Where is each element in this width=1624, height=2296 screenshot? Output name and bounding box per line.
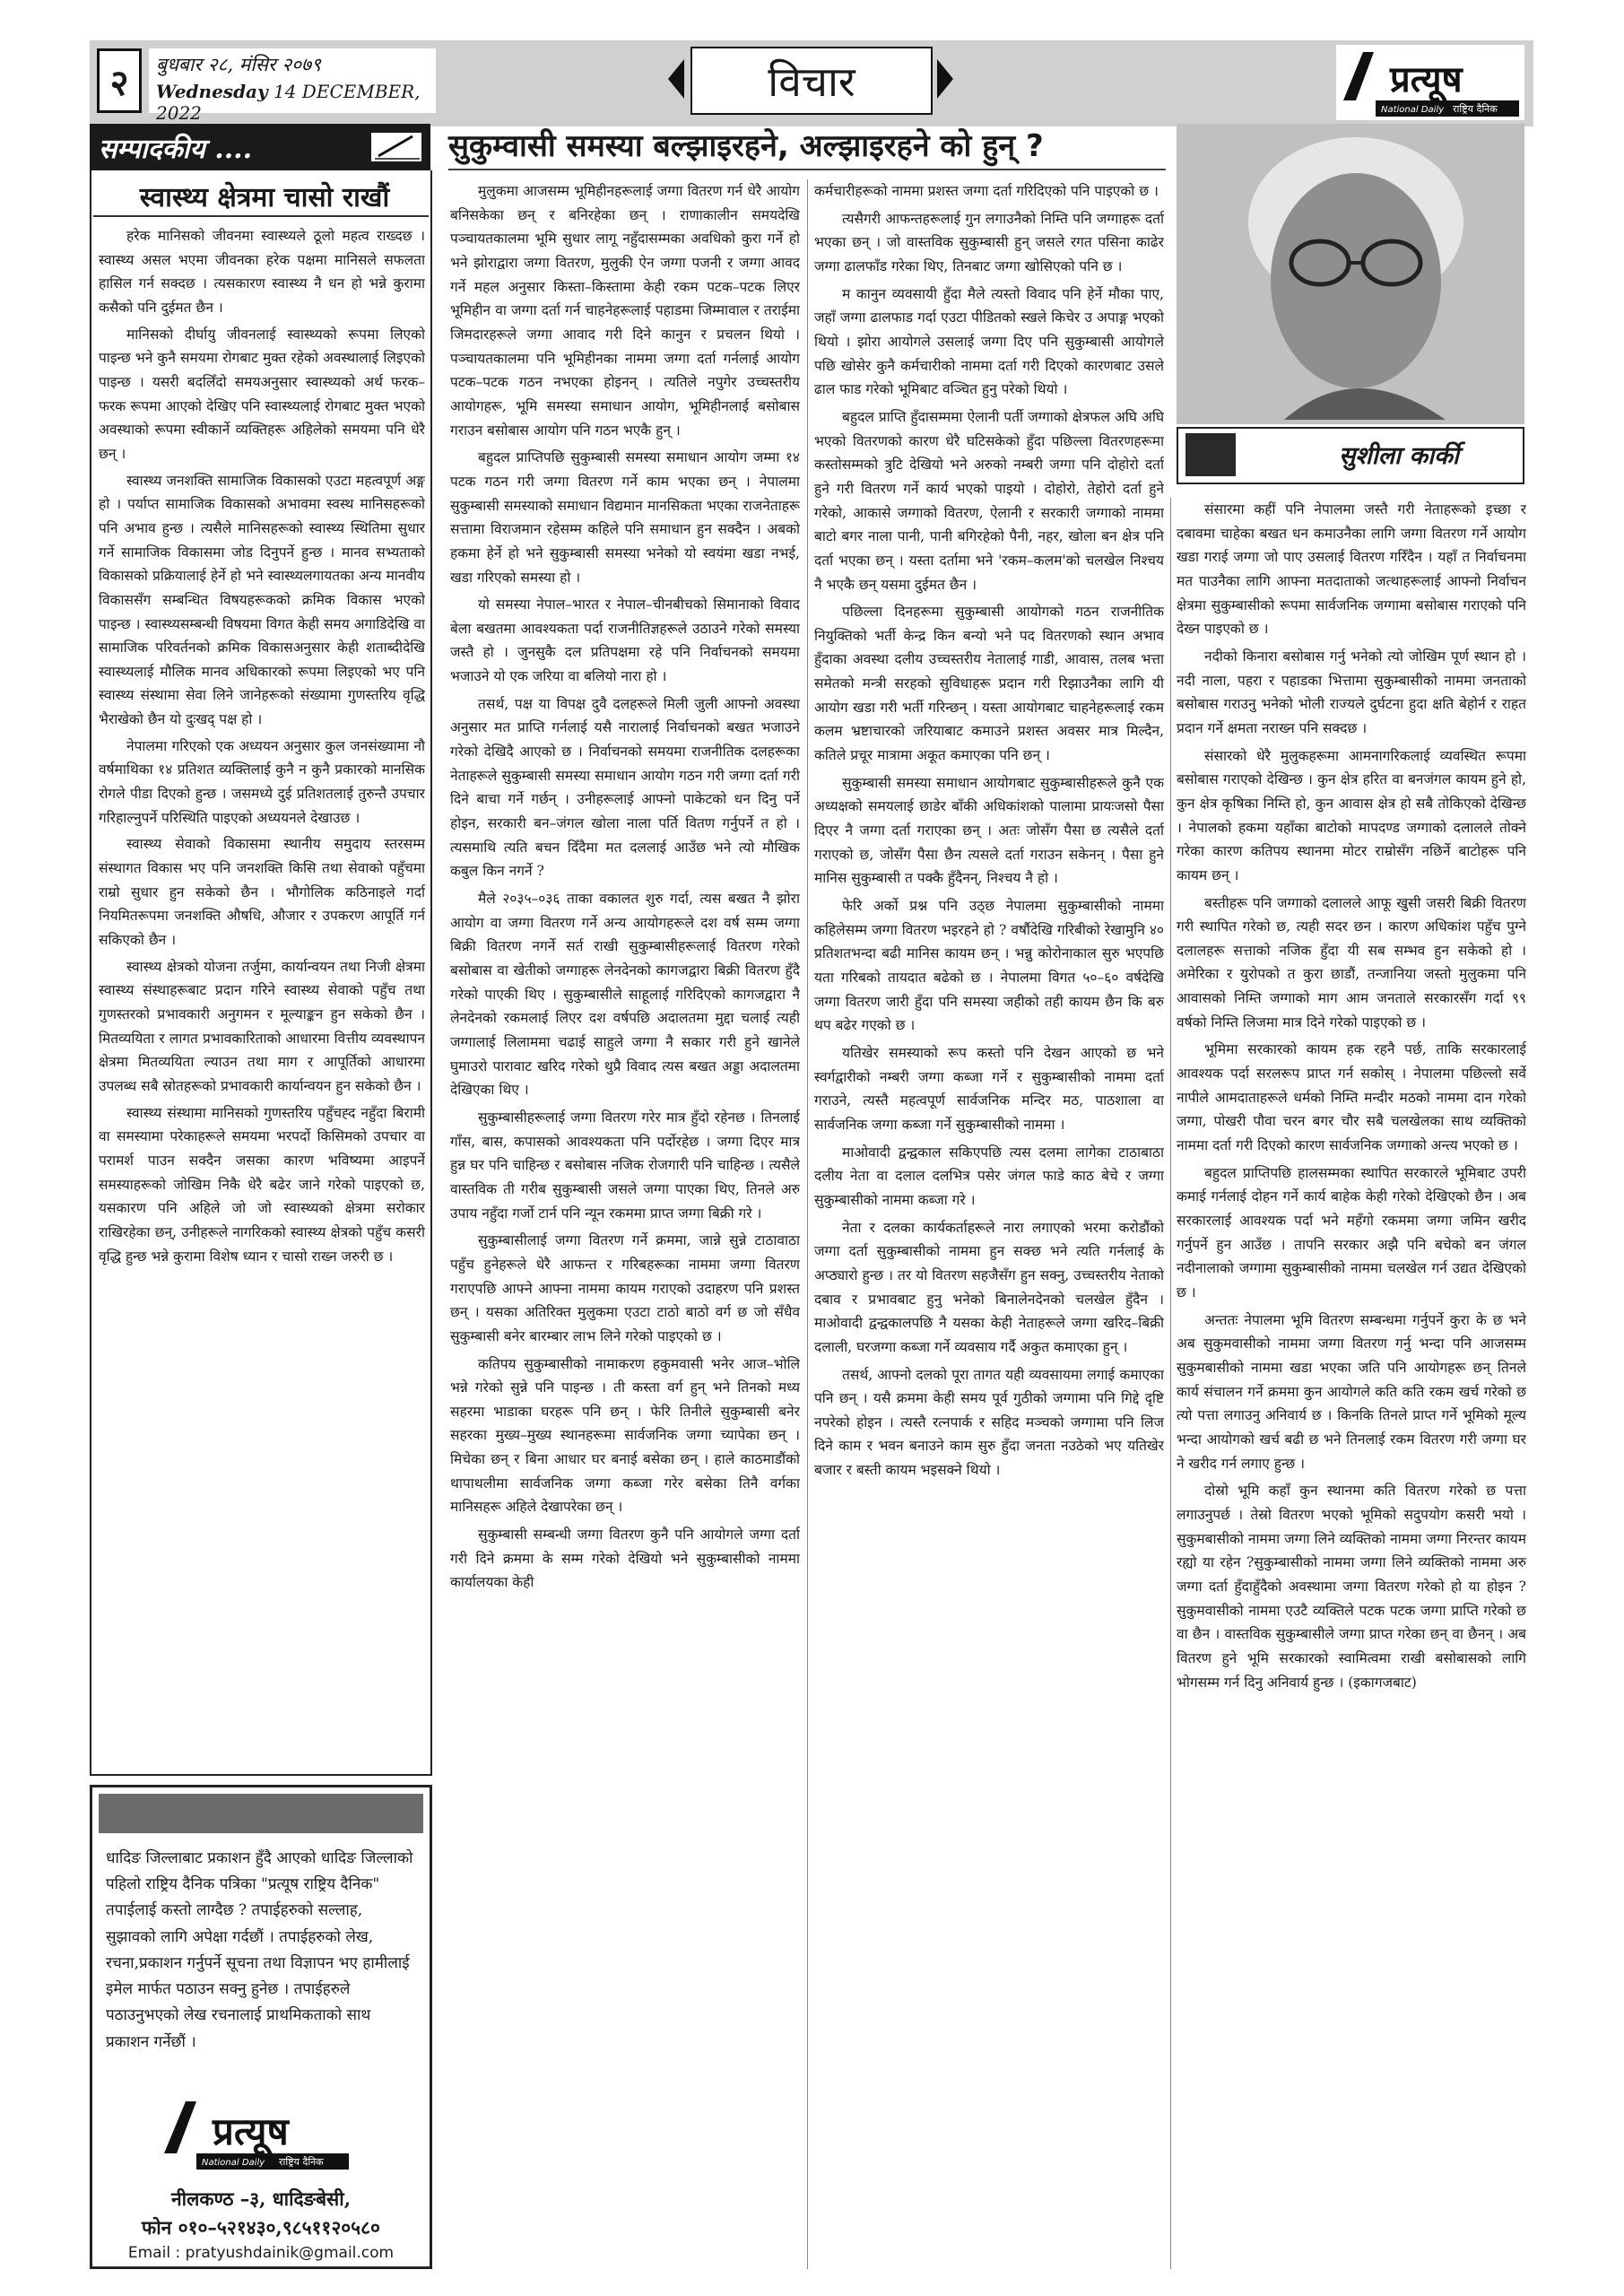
dateline <box>149 48 436 124</box>
column-divider <box>807 179 808 2269</box>
article-paragraph: बहुदल प्राप्तिपछि सुकुम्बासी समस्या समाधान आयोग जम्मा १४ पटक गठन गरी जग्गा वितरण गर्ने काम भएका छन् । नेपालमा सुकुम्बासी समस्याको समाधान विद्यमान मानसिकता भएका राजनेताहरू सत्तामा विराजमान रहेसम्म कहिले पनि समाधान हुन सक्दैन । अबको हकमा हेर्ने हो भने सुकुम्बासी समस्या भनेको यो स्वयंमा खडा नभई, खडा गरिएको समस्या हो । <box>450 449 800 586</box>
editorial-banner-label: सम्पादकीय .... <box>99 134 253 165</box>
editorial-title: स्वास्थ्य क्षेत्रमा चासो राखौं <box>139 182 390 213</box>
author-name: सुशीला कार्की <box>1339 442 1459 470</box>
editorial-paragraph: नेपालमा गरिएको एक अध्ययन अनुसार कुल जनसंख्यामा नौ वर्षमाथिका १४ प्रतिशत व्यक्तिलाई कुनै न कुनै प्रकारको मानसिक रोगले पीडा दिएको हुन्छ । जसमध्ये दुई प्रतिशतलाई तुरुन्तै उपचार गरिहाल्नुपर्ने परिस्थिति पाइएको अध्ययनले देखाउछ । <box>99 737 425 826</box>
article-paragraph: अन्ततः नेपालमा भूमि वितरण सम्बन्धमा गर्नुपर्ने कुरा के छ भने अब सुकुमवासीको नाममा जग्गा वितरण गर्नु भन्दा पनि आजसम्म सुकुमबासीको नाममा खडा भएका जति पनि आयोगहरू छन् तिनले कार्य संचालन गर्ने क्रममा कुन आयोगले कति कति रकम खर्च गरेको छ त्यो पत्ता लगाउनु अनिवार्य छ । किनकि तिनले प्राप्त गर्ने भूमिको मूल्य भन्दा आयोगको खर्च बढी छ भने तिनलाई रकम वितरण गरी जग्गा घर ने खरीद गर्न लगाए हुन्छ । <box>1177 1311 1526 1472</box>
article-paragraph: कतिपय सुकुम्बासीको नामाकरण हकुमवासी भनेर आज–भोलि भन्ने गरेको सुन्ने पनि पाइन्छ । ती कस्ता वर्ग हुन् भने तिनको मध्य सहरमा भाडाका घरहरू पनि छन् । फेरि तिनीले सुकुम्बासी बनेर सहरका मुख्य–मुख्य स्थानहरूमा सार्वजनिक जग्गा च्यापेका छन् । मिचेका छन् र बिना आधार घर बनाई बसेका छन् । हाले काठमाडौंको थापाथलीमा सार्वजनिक जग्गा कब्जा गरेर बसेका तिनै वर्गका मानिसहरू अहिले देखापरेका छन् । <box>450 1355 800 1516</box>
author-photo <box>1177 124 1524 424</box>
editorial-paragraph: स्वास्थ्य जनशक्ति सामाजिक विकासको एउटा महत्वपूर्ण अङ्ग हो । पर्याप्त सामाजिक विकासको अभावमा स्वस्थ मानिसहरूको पनि अभाव हुन्छ । त्यसैले मानिसहरूको स्वास्थ्य स्थितिमा सुधार गर्ने सामाजिक विकासमा जोड दिनुपर्ने हुन्छ । मानव सभ्यताको विकासको प्रक्रियालाई हेर्ने हो भने स्वास्थ्यलगायतका अन्य मानवीय विकाससँग सम्बन्धित विषयहरूकको क्रमिक विकास भएको पाइन्छ । स्वास्थ्यसम्बन्धी विषयमा विगत केही समय अगाडिदेखि वा सामाजिक परिवर्तनको क्रमिक विकासअनुसार केही शताब्दीदेखि स्वास्थ्यलाई मौलिक मानव अधिकारको रूपमा लिइएको भए पनि स्वास्थ्य संस्थामा सेवा लिने जानेहरूको संख्यामा गुणस्तरिय वृद्धि भैराखेको छैन यो दुःखद् पक्ष हो । <box>99 472 425 728</box>
logo-sub-left: National Daily <box>1381 105 1445 115</box>
pen-icon <box>369 131 423 163</box>
article-paragraph: सुकुम्बासीलाई जग्गा वितरण गर्ने क्रममा, जान्ने सुन्ने टाठावाठा पहुँच हुनेहरूले धेरै आफन्त र गरिबहरूका नाममा जग्गा वितरण गराएपछि आफ्ने आफ्ना नाममा कायम गराएको उदाहरण पनि प्रशस्त छन् । यसका अतिरिक्त मुलुकमा एउटा टाठो बाठो वर्ग छ जो सँधैव सुकुम्बासी बनेर बारम्बार लाभ लिने गरेको पाइएको छ । <box>450 1232 800 1344</box>
date-day: Wednesday <box>156 81 268 102</box>
footer-logo-text: प्रत्यूष <box>213 2109 289 2153</box>
logo-text: प्रत्यूष <box>1390 59 1463 100</box>
article-paragraph: माओवादी द्वन्द्वकाल सकिएपछि त्यस दलमा लागेका टाठाबाठा दलीय नेता वा दलाल दलभित्र पसेर जंगल फाडे काठ बेचे र जग्गा सुकुम्बासीको नाममा कब्जा गरे । <box>814 1144 1164 1208</box>
logo-sub-right: राष्ट्रिय दैनिक <box>1453 103 1498 115</box>
footer-logo-sub-right: राष्ट्रिय दैनिक <box>279 2156 324 2168</box>
column-divider <box>1170 498 1171 2269</box>
editorial-paragraph: स्वास्थ्य संस्थामा मानिसको गुणस्तरिय पहुँचह्द नहुँदा बिरामी वा समस्यामा परेकाहरूले समयमा भरपर्दो किसिमको उपचार वा परामर्श पाउन सक्दैन जसका कारण भविष्यमा आइपर्ने समस्याहरूको जोखिम निकै धेरै बढेर जाने गरेको पाइएको छ, यसकारण पनि अहिले जो जो स्वास्थ्यको क्षेत्रमा सरोकार राखिरहेका छन्, उनीहरूले नागरिकको स्वास्थ्य क्षेत्रको पहुँच कसरी वृद्धि हुन्छ भन्ने कुरामा विशेष ध्यान र चासो राख्न जरुरी छ । <box>99 1104 425 1265</box>
article-paragraph: बहुदल प्राप्तिपछि हालसम्मका स्थापित सरकारले भूमिबाट उपरी कमाई गर्नलाई दोहन गर्ने कार्य बाहेक केही गरेको देखिएको छैन । अब सरकारलाई आवश्यक पर्दा भने महँगो रकममा जग्गा जमिन खरीद गर्नुपर्ने हुन आउँछ । तापनि सरकार अझै पनि बचेको बन जंगल नदीनालाको जग्गामा सुकुम्बासीको नाममा चलखेल गर्न उद्यत देखिएको छ । <box>1177 1164 1526 1300</box>
article-paragraph: सुकुम्बासीहरूलाई जग्गा वितरण गरेर मात्र हुँदो रहेनछ । तिनलाई गाँस, बास, कपासको आवश्यकता पनि पर्दोरहेछ । जग्गा दिएर मात्र हुन्न घर पनि चाहिन्छ र बसोबास नजिक रोजगारी पनि चाहिन्छ । त्यसैले वास्तविक ती गरीब सुकुम्बासी जसले जग्गा पाएका थिए, तिनले अरु उपाय नहुँदा गर्जो टार्न पनि न्यून रकममा प्राप्त जग्गा बिक्री गरे । <box>450 1109 800 1222</box>
article-paragraph: बहुदल प्राप्ति हुँदासम्ममा ऐलानी पर्ती जग्गाको क्षेत्रफल अघि अघि भएको वितरणको कारण धेरै घटिसकेको हुँदा पछिल्ला वितरणहरूमा कस्तोसम्मको त्रुटि देखियो भने अरुको नम्बरी जग्गा पनि दोहोरो दर्ता हुने गरी वितरण गर्ने कार्य भएको पाइयो । दोहोरो, तेहोरो दर्ता हुने गरेको, आकासे जग्गाको वितरण, ऐलानी र सरकारी जग्गाको नाममा बाटो बगर नाला पानी, पानी बगिरहेको पैनी, नहर, खोला बन क्षेत्र पनि दर्ता भएका छन् । यस्ता दर्तामा भने 'रकम–कलम'को चलखेल निश्चय नै भएकै छन् यसमा दुईमत छैन । <box>814 408 1164 593</box>
next-arrow-icon[interactable] <box>937 59 953 99</box>
article-title: सुकुम्वासी समस्या बल्झाइरहने, अल्झाइरहने को हुन् ? <box>448 128 1044 164</box>
article-paragraph: भूमिमा सरकारको कायम हक रहनै पर्छ, ताकि सरकारलाई आवश्यक पर्दा सरलरूप प्राप्त गर्न सकोस् । नेपालमा पछिल्लो सर्वे नापीले आमदाताहरूले धर्मको निम्ति मन्दीर मठको नाममा दान गरेको जग्गा, पोखरी पौवा चरन बगर चौर सबै चलखेलका साथ व्यक्तिको नाममा दर्ता गरी दिएको कारण सार्वजनिक जग्गाको अन्त्य भएको छ । <box>1177 1041 1526 1154</box>
editorial-divider <box>93 215 429 217</box>
editorial-paragraph: मानिसको दीर्घायु जीवनलाई स्वास्थ्यको रूपमा लिएको पाइन्छ भने कुनै समयमा रोगबाट मुक्त रहेको अवस्थालाई लिइएको पाइन्छ । यसरी बदलिँदो समयअनुसार स्वास्थ्यको अर्थ फरक–फरक रूपमा आएको देखिए पनि स्वास्थ्यलाई रोगबाट मुक्त भएको अवस्थाको रूपमा स्वीकार्ने व्यक्तिहरू अहिलेको समयमा पनि धेरै छन् । <box>99 326 425 462</box>
article-paragraph: तसर्थ, पक्ष या विपक्ष दुवै दलहरूले मिली जुली आफ्नो अवस्था अनुसार मत प्राप्ति गर्नलाई यसै नारालाई निर्वाचनको बखत भजाउने गरेको देखिदै आएको छ । निर्वाचनको समयमा राजनीतिक दलहरूका नेताहरूले सुकुम्बासी समस्या समाधान आयोग गठन गरी जग्गा दर्ता गरी दिने बाचा गर्ने गर्छन् । उनीहरूलाई आफ्नो पाकेटको धन दिनु पर्ने होइन, सरकारी बन–जंगल खोला नाला पर्ति वितण गर्नुपर्ने त हो । त्यसमाथि त्यति बचन दिँदैमा मत दललाई आउँछ भने त्यो मौखिक कबुल किन नगर्ने ? <box>450 695 800 880</box>
section-title: विचार <box>690 47 933 115</box>
article-paragraph: कर्मचारीहरूको नाममा प्रशस्त जग्गा दर्ता गरिदिएको पनि पाइएको छ । <box>814 183 1159 199</box>
article-column-1 <box>450 179 800 2269</box>
editorial-banner <box>90 124 430 170</box>
article-paragraph: सुकुम्बासी सम्बन्धी जग्गा वितरण कुनै पनि आयोगले जग्गा दर्ता गरी दिने क्रममा के सम्म गरेको देखियो भने सुकुम्बासीको नाममा कार्यालयका केही <box>450 1526 800 1591</box>
article-paragraph: मुलुकमा आजसम्म भूमिहीनहरूलाई जग्गा वितरण गर्न धेरै आयोग बनिसकेका छन् र बनिरहेका छन् । राणाकालीन समयदेखि पञ्चायतकालमा भूमि सुधार लागू नहुँदासम्मका अवधिको कुरा गर्ने हो भने झोराद्वारा जग्गा वितरण, मुलुकी ऐन जग्गा पजनी र जग्गा आवद गर्ने महल अनुसार किस्ता–किस्तामा केही रकम पटक–पटक लिएर भूमिहीन वा जग्गा दर्ता गर्न चाहनेहरूलाई पहाडमा जिम्मावाल र तराईमा जिमदारहरूले जग्गा आवाद गरी दिने कानुन र प्रचलन थियो । पञ्चायतकालमा पनि भूमिहीनका नाममा जग्गा दर्ता गर्नलाई आयोग पटक–पटक गठन नभएका होइनन् । त्यतिले नपुगेर उच्चस्तरीय आयोगहरू, भूमि समस्या समाधान आयोग, भूमिहीनलाई बसोबास गराउन बसोबास आयोग पनि गठन भएकै हुन् । <box>450 183 800 439</box>
prev-arrow-icon[interactable] <box>668 59 684 99</box>
editorial-paragraph: स्वास्थ्य क्षेत्रको योजना तर्जुमा, कार्यान्वयन तथा निजी क्षेत्रमा स्वास्थ्य संस्थाहरूबाट प्रदान गरिने स्वास्थ्य सेवाको पहुँच तथा गुणस्तरको प्रभावकारी अनुगमन र मूल्याङ्कन हुन सकेको छैन । मितव्ययिता र लागत प्रभावकारिताको आधारमा वित्तीय व्यवस्थापन क्षेत्रमा मितव्ययिता ल्याउन तथा माग र आपूर्तिको आधारमा उपलब्ध सबै स्रोतहरूको प्रभावकारी कार्यान्वयन हुन सकेको छैन । <box>99 958 425 1094</box>
info-box-text: धादिङ जिल्लाबाट प्रकाशन हुँदै आएको धादिङ जिल्लाको पहिलो राष्ट्रिय दैनिक पत्रिका "प्रत्यूष राष्ट्रिय दैनिक" तपाईलाई कस्तो लाग्दैछ ? तपाईहरुको सल्लाह, सुझावको लागि अपेक्षा गर्दछौं । तपाईहरुको लेख, रचना,प्रकाशन गर्नुपर्ने सूचना तथा विज्ञापन भए हामीलाई इमेल मार्फत पठाउन सक्नु हुनेछ । तपाईहरुले पठाउनुभएको लेख रचनालाई प्राथमिकताको साथ प्रकाशन गर्नेछौं । <box>106 1849 413 2051</box>
article-column-3 <box>1177 498 1526 2269</box>
editorial-paragraph: स्वास्थ्य सेवाको विकासमा स्थानीय समुदाय स्तरसम्म संस्थागत विकास भए पनि जनशक्ति किसि तथा सेवाको पहुँचमा राम्रो सुधार हुन सकेको छैन । भौगोलिक कठिनाइले गर्दा नियमितरूपमा जनशक्ति औषधि, औजार र उपकरण आपूर्ति गर्न सकिएको छैन । <box>99 836 425 949</box>
publisher-email[interactable]: Email : pratyushdainik@gmail.com <box>127 2244 395 2262</box>
article-title-rule <box>448 169 1166 170</box>
date-english <box>156 81 429 124</box>
publisher-phone: फोन ०१०–५२१४३०,९८५११२०५८० <box>142 2216 380 2239</box>
article-paragraph: तसर्थ, आफ्नो दलको पूरा तागत यही व्यवसायमा लगाई कमाएका पनि छन् । यसै क्रममा केही समय पूर्व गुठीको जग्गामा पनि गिद्दे दृष्टि नपरेको होइन । त्यस्तै रत्नपार्क र सहिद मञ्चको जग्गामा पनि लिज दिने काम र भवन बनाउने काम सुरु हुँदा जनता नउठेको भए यतिखेर बजार र बस्ती कायम भइसक्ने थियो । <box>814 1366 1164 1479</box>
publisher-address: नीलकण्ठ –३, धादिङबेसी, <box>170 2187 351 2210</box>
article-paragraph: म कानुन व्यवसायी हुँदा मैले त्यस्तो विवाद पनि हेर्ने मौका पाए, जहाँ जग्गा ढालफाड गर्दा एउटा पीडितको स्खले किचेर उ अपाङ्ग भएको थियो । झोरा आयोगले उसलाई जग्गा दिए पनि सुकुम्बासी आयोगले पछि खोसेर कुनै कर्मचारीको नाममा दर्ता गरी दिएको कारणबाट उसले ढाल फाड गरेको भूमिबाट वञ्चित हुनु परेको थियो । <box>814 285 1164 398</box>
article-paragraph: बस्तीहरू पनि जग्गाको दलालले आफू खुसी जसरी बिक्री वितरण गरी स्थापित गरेको छ, त्यही सदर छन । कारण अधिकांश पहुँच पुग्ने दलालहरू सत्ताको नजिक हुँदा यी सब सम्भव हुन सकेको हो । अमेरिका र युरोपको त कुरा छाडौं, तन्जानिया जस्तो मुलुकमा पनि आवासको निम्ति जग्गाको माग आम जनताले सरकारसँग गर्दा ९९ वर्षको निम्ति लिजमा मात्र दिने गरेको पाइएको छ । <box>1177 894 1526 1031</box>
info-box-header-bar <box>99 1794 423 1833</box>
article-paragraph: संसारमा कहीं पनि नेपालमा जस्तै गरी नेताहरूको इच्छा र दबावमा चाहेका बखत धन कमाउनैका लागि जग्गा वितरण गर्ने आयोग खडा गराई जग्गा जो पाए उसलाई वितरण गरिँदैन । यहाँ त निर्वाचनमा मत पाउनैका लागि आफ्ना मतदाताको जत्थाहरूलाई आफ्नो निर्वाचन क्षेत्रमा सुकुम्बासीको रूपमा सार्वजनिक जग्गामा बसोबास गराएको पनि देख्न पाइएको छ । <box>1177 501 1526 638</box>
masthead-logo <box>1336 45 1524 120</box>
article-paragraph: सुकुम्बासी समस्या समाधान आयोगबाट सुकुम्बासीहरूले कुनै एक अध्यक्षको समयलाई छाडेर बाँकी अधिकांशको पालामा प्रायःजसो पैसा दिएर नै जग्गा दर्ता गराएका छन् । अतः जोसँग पैसा छ त्यसैले दर्ता गराएको छ, जोसँग पैसा छैन त्यसले दर्ता गराउन सकेनन् । पैसा हुने मानिस सुकुम्बासी त पक्कै हुँदैनन्, निश्चय नै हो । <box>814 774 1164 887</box>
date-nepali: बुधबार २८, मंसिर २०७९ <box>156 54 321 75</box>
author-thumbnail <box>1185 433 1236 476</box>
article-paragraph: संसारको धेरै मुलुकहरूमा आमनागरिकलाई व्यवस्थित रूपमा बसोबास गराएको देखिन्छ । कुन क्षेत्र हरित वा बनजंगल कायम हुने हो, कुन क्षेत्र कृषिका निम्ति हो, कुन आवास क्षेत्र हो सबै तोकिएको देखिन्छ । नेपालको हकमा यहाँका बाटोको मापदण्ड जग्गाको दलालले तोक्ने गरेका कारण कतिपय स्थानमा मोटर राम्रोसँग नछिर्ने बाटोहरू पनि कायम छन् । <box>1177 747 1526 883</box>
editorial-body <box>99 224 425 1767</box>
article-paragraph: यो समस्या नेपाल–भारत र नेपाल–चीनबीचको सिमानाको विवाद बेला बखतमा आवश्यकता पर्दा राजनीतिज्ञहरूले उठाउने गरेको समस्या जस्तै हो । जुनसुकै दल प्रतिपक्षमा रहे पनि निर्वाचनको समयमा भजाउने यो एक जरिया वा बलियो नारा हो । <box>450 596 800 685</box>
article-column-2 <box>814 179 1164 2269</box>
footer-logo-sub-left: National Daily <box>202 2158 265 2168</box>
date-rest: 14 DECEMBER, 2022 <box>156 81 421 124</box>
page-number: २ <box>97 48 142 113</box>
article-paragraph: मैले २०३५–०३६ ताका वकालत शुरु गर्दा, त्यस बखत नै झोरा आयोग वा जग्गा वितरण गर्ने अन्य आयोगहरूले दश वर्ष सम्म जग्गा बिक्री वितरण नगर्ने सर्त राखी सुकुम्बासीहरूलाई वितरण गरेको बसोबास वा खेतीको जग्गाहरू लेनदेनको कागजद्वारा बिक्री वितरण हुँदै गरेको पाएकी थिए । सुकुम्बासीले साहूलाई गरिदिएको कागजद्वारा नै लेनदेनको रकमलाई लिएर दश वर्षपछि अदालतमा मुद्दा चलाई त्यही जग्गालाई लिलाममा चढाई साहुले जग्गा नै सकार गरी हुने खानेले घुमाउरो पारावाट खरिद गरेको थुप्रै विवाद त्यस बखत अड्डा अदालतमा देखिएका थिए । <box>450 891 800 1099</box>
article-paragraph: नेता र दलका कार्यकर्ताहरूले नारा लगाएको भरमा करोडौंको जग्गा दर्ता सुकुम्बासीको नाममा हुन सक्छ भने त्यति गर्नलाई के अप्ठ्यारो हुन्छ । तर यो वितरण सहजैसँग हुन सक्नु, उच्चस्तरीय नेताको दबाव र प्रभावबाट हुनु भनेको बिनालेनदेनको चलखेल हुँदैन । माओवादी द्वन्द्वकालपछि नै यसका केही नेताहरूले जग्गा खरिद–बिक्री दलाली, घरजग्गा कब्जा गर्ने व्यवसाय गर्दै अकुत कमाएका हुन् । <box>814 1219 1164 1355</box>
article-paragraph: यतिखेर समस्याको रूप कस्तो पनि देखन आएको छ भने स्वर्गद्वारीको नम्बरी जग्गा कब्जा गर्ने र सुकुम्बासीको नाममा दर्ता गराउने, त्यस्तै महत्वपूर्ण सार्वजनिक मन्दिर मठ, पाठशाला वा सार्वजनिक जग्गा कब्जा गर्ने सुकुम्बासीको नाममा । <box>814 1044 1164 1133</box>
article-paragraph: त्यसैगरी आफन्तहरूलाई गुन लगाउनैको निम्ति पनि जग्गाहरू दर्ता भएका छन् । जो वास्तविक सुकुम्बासी हुन् जसले रगत पसिना काढेर जग्गा ढालफाँड गरेका थिए, तिनबाट जग्गा खोसिएको पनि छ । <box>814 210 1164 274</box>
article-paragraph: फेरि अर्को प्रश्न पनि उठ्छ नेपालमा सुकुम्बासीको नाममा कहिलेसम्म जग्गा वितरण भइरहने हो ? वर्षौदेखि गरिबीको रेखामुनि ४० प्रतिशतभन्दा बढी मानिस कायम छन् । भन्नु कोरोनाकाल सुरु भएपछि यता गरिबको तायदात बढेको छ । नेपालमा विगत ५०–६० वर्षदेखि जग्गा वितरण जारी हुँदा पनि समस्या जहीको तही कायम छैन कि बरु थप बढेर गएको छ । <box>814 898 1164 1034</box>
article-paragraph: दोस्रो भूमि कहाँ कुन स्थानमा कति वितरण गरेको छ पत्ता लगाउनुपर्छ । तेस्रो वितरण भएको भूमिको सदुपयोग कसरी भयो । सुकुमबासीको नाममा जग्गा लिने व्यक्तिको नाममा जग्गा निरन्तर कायम रह्यो या रहेन ?सुकुम्बासीको नाममा जग्गा लिने व्यक्तिको नाममा अरु जग्गा दर्ता हुँदाहुँदैको अवस्थामा जग्गा वितरण गरेको हो या होइन ? सुकुमवासीको नाममा एउटै व्यक्तिले पटक पटक जग्गा प्राप्ति गरेको छ वा छैन । वास्तविक सुकुम्बासीले जग्गा प्राप्त गरेका छन् वा छैनन् । अब वितरण हुने भूमि सरकारको स्वामित्वमा राखी बसोबासको लागि भोगसम्म गर्न दिनु अनिवार्य हुन्छ । (इकागजबाट) <box>1177 1483 1526 1691</box>
article-paragraph: नदीको किनारा बसोबास गर्नु भनेको त्यो जोखिम पूर्ण स्थान हो । नदी नाला, पहरा र पहाडका भित्तामा सुकुम्बासीको नाममा जनताको बसोबास गराउनु भनेको भोली राज्यले दुर्घटना हुदा क्षति बेहोर्न र राहत प्रदान गर्ने क्षमता नराख्न पनि सक्दछ । <box>1177 648 1526 736</box>
editorial-paragraph: हरेक मानिसको जीवनमा स्वास्थ्यले ठूलो महत्व राख्दछ । स्वास्थ्य असल भएमा जीवनका हरेक पक्षमा मानिसले सफलता हासिल गर्न सक्दछ । त्यसकारण स्वास्थ्य नै धन हो भन्ने कुरामा कसैको पनि दुईमत छैन । <box>99 228 425 316</box>
footer-logo <box>157 2094 354 2175</box>
article-paragraph: पछिल्ला दिनहरूमा सुकुम्बासी आयोगको गठन राजनीतिक नियुक्तिको भर्ती केन्द्र किन बन्यो भने पद वितरणको स्थान अभाव हुँदाका अवस्था दलीय उच्चस्तरीय नेतालाई गाडी, आवास, तलब भत्ता समेतको मन्त्री सरहको सुविधाहरू प्रदान गरी रिझाउनैका लागि यी आयोग खडा गरी भर्ती गरिन्छन् । यस्ता आयोगबाट चाहनेहरूलाई रकम कलम भ्रष्टाचारको जरियाबाट कमाउने प्रशस्त अवसर मात्र मिल्दैन, कतिले प्रचूर मात्रामा अकूत कमाएका पनि छन् । <box>814 604 1164 764</box>
